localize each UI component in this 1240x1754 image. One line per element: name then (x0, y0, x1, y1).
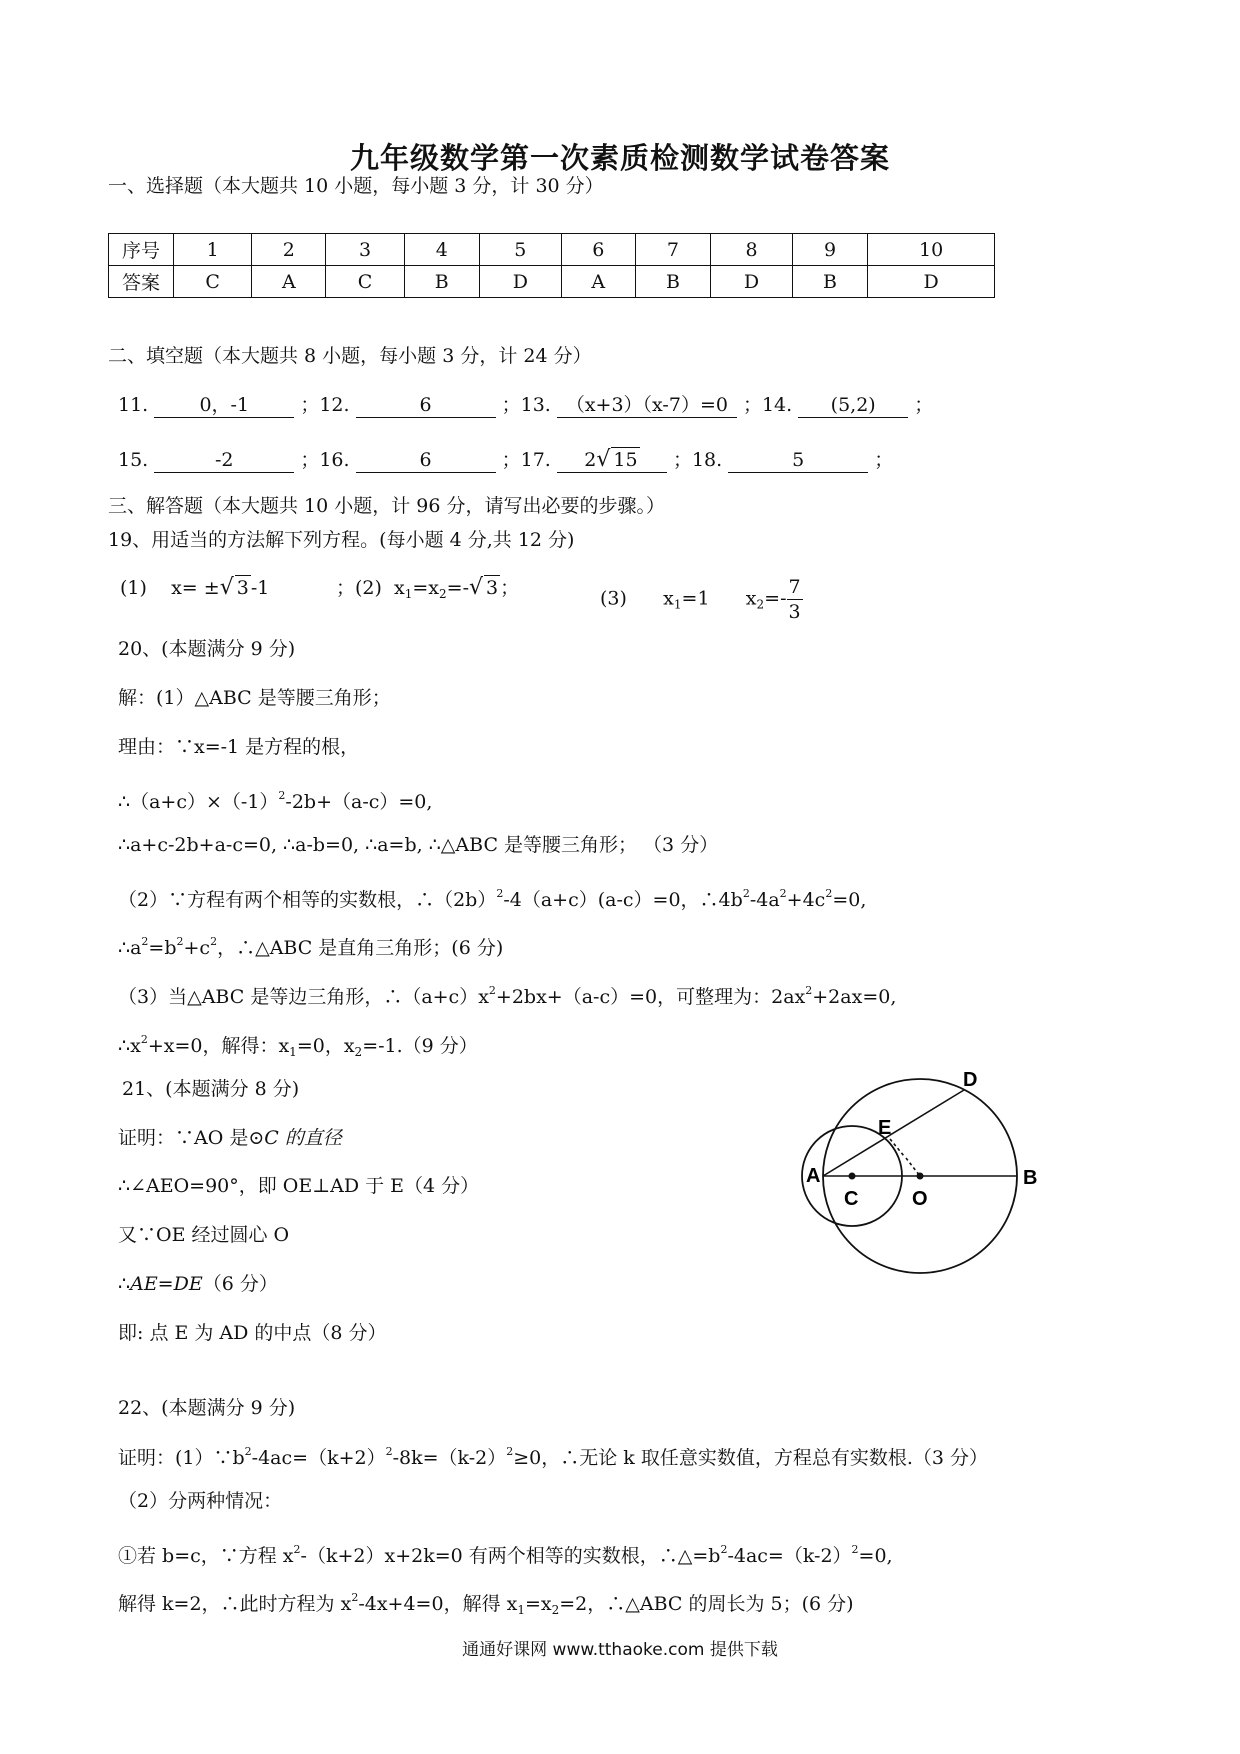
text: 解得 k=2，∴此时方程为 x (118, 1593, 352, 1615)
q19-2-end: ； (500, 577, 520, 599)
q19-2-radicand: 3 (486, 577, 499, 599)
answer-16: 6 (356, 448, 496, 473)
label-e: E (878, 1117, 892, 1139)
q19-part-3 (600, 575, 803, 624)
q20-line-8 (118, 1028, 478, 1064)
q22-line-2: （2）分两种情况： (118, 1490, 283, 1512)
number-cell: 8 (711, 234, 793, 266)
radical-sign: √ (596, 447, 611, 472)
text: （2）∵方程有两个相等的实数根，∴（2b） (118, 889, 497, 911)
q11-label: 11. (118, 394, 149, 416)
text: （3）当△ABC 是等边三角形，∴（a+c）x (118, 986, 489, 1008)
superscript: 2 (141, 935, 149, 948)
text: ∴（a+c）×（-1） (118, 791, 279, 813)
q19-3-label: (3) (600, 587, 627, 610)
answer-18: 5 (728, 448, 868, 473)
row-end-semicolon: ； (874, 449, 894, 471)
text: ，∴△ABC 是直角三角形；(6 分) (217, 937, 504, 959)
q20-heading: 20、(本题满分 9 分) (118, 638, 296, 660)
superscript: 2 (506, 1445, 514, 1458)
circle-geometry-figure (780, 1060, 1038, 1290)
section-2-heading: 二、填空题（本大题共 8 小题，每小题 3 分，计 24 分） (108, 345, 592, 367)
q20-line-7 (118, 979, 896, 1009)
q20-line-2: 理由：∵x=-1 是方程的根， (118, 736, 360, 758)
q19-3-x1: x (663, 587, 674, 610)
answer-17-radicand: 15 (613, 449, 638, 471)
q19-part-1 (120, 575, 269, 600)
q12-label: ；12. (300, 394, 350, 416)
text: =-1.（9 分） (362, 1035, 478, 1057)
text: =0, (832, 889, 867, 911)
q19-1-suffix: -1 (250, 577, 270, 599)
answer-13: （x+3）（x-7）=0 (557, 393, 737, 418)
superscript: 2 (351, 1591, 359, 1604)
label-c: C (844, 1188, 859, 1210)
q21-heading: 21、(本题满分 8 分) (122, 1078, 300, 1100)
label-a: A (806, 1165, 821, 1187)
q19-2-x1: x (394, 577, 405, 599)
q14-label: ；14. (742, 394, 793, 416)
subscript: 2 (354, 1045, 363, 1059)
text: -4（a+c）(a-c）=0，∴4b (503, 889, 743, 911)
answer-cell: D (711, 266, 793, 298)
number-cell: 6 (561, 234, 635, 266)
answer-12: 6 (356, 393, 496, 418)
point-o (917, 1173, 924, 1180)
text: =0，x (296, 1035, 355, 1057)
text: =2，∴△ABC 的周长为 5；(6 分) (559, 1593, 854, 1615)
text: +2bx+（a-c）=0，可整理为：2ax (495, 986, 806, 1008)
q19-heading: 19、用适当的方法解下列方程。(每小题 4 分,共 12 分) (108, 529, 575, 551)
answer-cell: D (479, 266, 561, 298)
page-footer: 通通好课网 www.tthaoke.com 提供下载 (462, 1640, 778, 1660)
fill-row-1 (118, 393, 933, 418)
subscript: 1 (673, 597, 682, 612)
q20-line-3 (118, 784, 432, 814)
q21-line-5: 即: 点 E 为 AD 的中点（8 分） (118, 1322, 387, 1344)
q20-line-4: ∴a+c-2b+a-c=0, ∴a-b=0, ∴a=b, ∴△ABC 是等腰三角形； （3 分） (118, 834, 719, 856)
answer-cell: C (326, 266, 404, 298)
subscript: 1 (517, 1603, 525, 1617)
text: ∴ (118, 1273, 131, 1295)
row-label-answer: 答案 (109, 266, 174, 298)
subscript: 1 (289, 1045, 297, 1059)
number-cell: 4 (404, 234, 479, 266)
superscript: 2 (825, 887, 833, 900)
answer-17-coefficient: 2 (584, 449, 597, 471)
row-end-semicolon: ； (914, 394, 934, 416)
chord-ad (823, 1090, 964, 1176)
answer-cell: A (561, 266, 635, 298)
q16-label: ；16. (300, 449, 350, 471)
text: -8k=（k-2） (392, 1447, 507, 1469)
q13-label: ；13. (501, 394, 551, 416)
answer-cell: B (635, 266, 710, 298)
label-b: B (1023, 1167, 1038, 1189)
subscript: 2 (439, 587, 447, 601)
q22-heading: 22、(本题满分 9 分) (118, 1397, 296, 1419)
answer-table-number-row (109, 234, 995, 266)
q19-2-label: ；(2) (336, 577, 382, 599)
answer-cell: A (252, 266, 326, 298)
q19-3-eq: =- (764, 587, 787, 610)
superscript: 2 (244, 1445, 252, 1458)
superscript: 2 (385, 1445, 393, 1458)
text: +4c (786, 889, 826, 911)
superscript: 2 (496, 887, 504, 900)
q22-line-1 (118, 1440, 988, 1470)
label-d: D (963, 1069, 978, 1091)
answer-15: -2 (154, 448, 294, 473)
text: ①若 b=c，∵方程 x (118, 1545, 294, 1567)
superscript: 2 (742, 887, 750, 900)
fill-row-2 (118, 447, 893, 473)
radical-sign: √ (469, 575, 484, 600)
q19-3-v1: =1 (681, 587, 710, 610)
row-label-number: 序号 (109, 234, 174, 266)
superscript: 2 (851, 1543, 859, 1556)
text: ∴a (118, 937, 142, 959)
superscript: 2 (720, 1543, 728, 1556)
q19-1-radicand: 3 (236, 577, 249, 599)
number-cell: 7 (635, 234, 710, 266)
q22-line-4 (118, 1586, 854, 1622)
text: -2b+（a-c）=0, (285, 791, 433, 813)
superscript: 2 (210, 935, 218, 948)
q19-1-prefix: x= ± (171, 577, 220, 599)
q19-1-label: (1) (120, 577, 147, 599)
text: =b (148, 937, 177, 959)
text: =x (524, 1593, 552, 1615)
fraction-denominator: 3 (788, 601, 801, 623)
text: -4ac=（k-2） (727, 1545, 852, 1567)
q19-2-mid: =x (412, 577, 440, 599)
answer-table (108, 233, 995, 298)
superscript: 2 (779, 887, 787, 900)
radical-sign: √ (219, 575, 234, 600)
subscript: 2 (756, 597, 765, 612)
q15-label: 15. (118, 449, 149, 471)
answer-cell: B (792, 266, 867, 298)
text: -4ac=（k+2） (251, 1447, 386, 1469)
point-c (849, 1173, 856, 1180)
q19-3-x2: x (745, 587, 757, 610)
text: ∴x (118, 1035, 141, 1057)
label-o: O (912, 1188, 928, 1210)
italic-text: AE=DE (130, 1273, 203, 1295)
superscript: 2 (293, 1543, 301, 1556)
text: 证明：∵AO 是⊙ (118, 1127, 265, 1149)
text: +x=0，解得：x (147, 1035, 290, 1057)
text: 证明：(1）∵b (118, 1447, 245, 1469)
text: +c (183, 937, 211, 959)
q20-line-6 (118, 930, 503, 960)
answer-table-answer-row (109, 266, 995, 298)
q22-line-3 (118, 1538, 893, 1568)
superscript: 2 (278, 789, 286, 802)
text: -4a (749, 889, 780, 911)
section-1-heading: 一、选择题（本大题共 10 小题，每小题 3 分，计 30 分） (108, 175, 604, 197)
q21-line-3: 又∵OE 经过圆心 O (118, 1224, 290, 1246)
text: -（k+2）x+2k=0 有两个相等的实数根，∴△=b (300, 1545, 721, 1567)
number-cell: 5 (479, 234, 561, 266)
number-cell: 10 (868, 234, 995, 266)
q20-line-5 (118, 882, 866, 912)
superscript: 2 (488, 984, 496, 997)
q18-label: ；18. (672, 449, 723, 471)
fraction-numerator: 7 (788, 576, 801, 598)
q21-line-1 (118, 1126, 342, 1150)
answer-cell: C (174, 266, 252, 298)
section-3-heading: 三、解答题（本大题共 10 小题，计 96 分，请写出必要的步骤。） (108, 495, 666, 517)
q21-line-4 (118, 1272, 278, 1296)
answer-14: (5,2) (798, 393, 908, 418)
answer-cell: B (404, 266, 479, 298)
number-cell: 3 (326, 234, 404, 266)
text: ≥0，∴无论 k 取任意实数值，方程总有实数根.（3 分） (513, 1447, 989, 1469)
answer-11: 0，-1 (154, 393, 294, 418)
q19-part-2 (336, 575, 519, 606)
answer-17 (557, 447, 667, 473)
superscript: 2 (176, 935, 184, 948)
superscript: 2 (805, 984, 813, 997)
italic-text: C 的直径 (264, 1127, 342, 1149)
q17-label: ；17. (501, 449, 551, 471)
fraction (787, 575, 803, 624)
number-cell: 9 (792, 234, 867, 266)
text: +2ax=0, (812, 986, 897, 1008)
q20-line-1: 解：(1）△ABC 是等腰三角形； (118, 687, 391, 709)
subscript: 2 (551, 1603, 560, 1617)
superscript: 2 (140, 1033, 148, 1046)
text: -4x+4=0，解得 x (358, 1593, 518, 1615)
q19-2-eq: =- (446, 577, 469, 599)
number-cell: 2 (252, 234, 326, 266)
page-title: 九年级数学第一次素质检测数学试卷答案 (349, 141, 890, 175)
subscript: 1 (404, 587, 413, 601)
text: （6 分） (202, 1273, 278, 1295)
number-cell: 1 (174, 234, 252, 266)
q21-line-2: ∴∠AEO=90°，即 OE⊥AD 于 E（4 分） (118, 1175, 480, 1197)
answer-cell: D (868, 266, 995, 298)
text: =0, (858, 1545, 893, 1567)
